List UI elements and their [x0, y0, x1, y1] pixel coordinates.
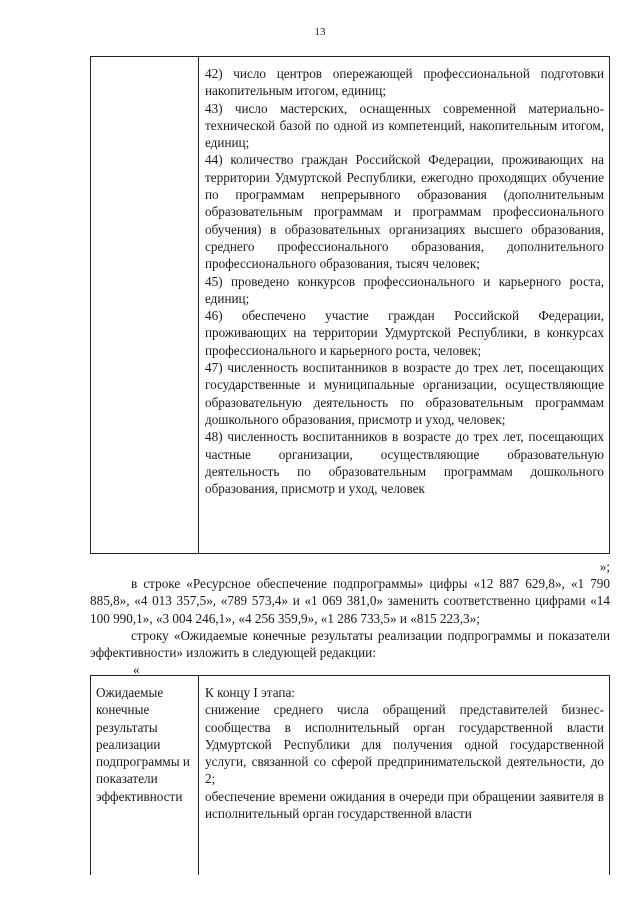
- opening-quote-mark: «: [133, 662, 140, 677]
- expected-results-paragraph: строку «Ожидаемые конечные результаты реализации подпрограммы и показатели эффективности» изложить в следующей редакции:: [90, 628, 610, 661]
- stage-heading: К концу I этапа:: [205, 685, 295, 700]
- indicator-item-42: 42) число центров опережающей профессиональной подготовки накопительным итогом, единиц;: [205, 66, 604, 99]
- expected-results-table: [90, 675, 610, 875]
- indicator-item-47: 47) численность воспитанников в возрасте до трех лет, посещающих государственные и муниципальные организации, осуществляющие образовательную деятельность по образовательным программам дошкольного образования, присмотр и уход, человек;: [205, 360, 604, 427]
- indicator-item-46: 46) обеспечено участие граждан Российской Федерации, проживающих на территории Удмуртской Республики, в конкурсах профессионального и карьерного роста, человек;: [205, 308, 604, 358]
- expected-results-label-cell: [91, 676, 199, 875]
- indicators-table: [90, 56, 610, 554]
- indicators-table-list-cell: [199, 57, 609, 553]
- indicator-item-48: 48) численность воспитанников в возрасте до трех лет, посещающих частные организации, осуществляющие образовательную деятельность по образовательным программам дошкольного образования, присмотр и уход, человек: [205, 429, 604, 497]
- indicator-item-45: 45) проведено конкурсов профессионального и карьерного роста, единиц;: [205, 273, 604, 306]
- indicators-table-empty-cell: [91, 57, 199, 553]
- result-item: обеспечение времени ожидания в очереди при обращении заявителя в исполнительный орган государственной власти: [205, 788, 604, 822]
- page-number: 13: [314, 26, 326, 38]
- indicator-item-43: 43) число мастерских, оснащенных современной материально-технической базой по одной из компетенций, накопительным итогом, единиц;: [205, 100, 604, 151]
- result-item: снижение среднего числа обращений представителей бизнес-сообщества в исполнительный орган государственной власти Удмуртской Республики для получения одной государственной услуги, связанной со сферой предпринимательской деятельности, до 2;: [205, 702, 604, 787]
- resource-provision-paragraph: в строке «Ресурсное обеспечение подпрограммы» цифры «12 887 629,8», «1 790 885,8», «4 013 357,5», «789 573,4» и «1 069 381,0» заменить соответственно цифрами «14 100 990,1», «3 004 246,1», «4 256 359,9», «1 286 733,5» и «815 223,3»;: [90, 576, 610, 626]
- expected-results-label: Ожидаемые конечные результаты реализации подпрограммы и показатели эффективности: [96, 685, 190, 804]
- expected-results-content-cell: [199, 676, 609, 875]
- indicator-item-44: 44) количество граждан Российской Федерации, проживающих на территории Удмуртской Республики, ежегодно проходящих обучение по программам непрерывного образования (дополнительным образовательным программам и программам профессионального обучения) в образовательных организациях высшего образования, среднего профессионального образования, дополнительного профессионального образования, тысяч человек;: [205, 152, 604, 272]
- closing-quote-mark: »;: [599, 559, 610, 574]
